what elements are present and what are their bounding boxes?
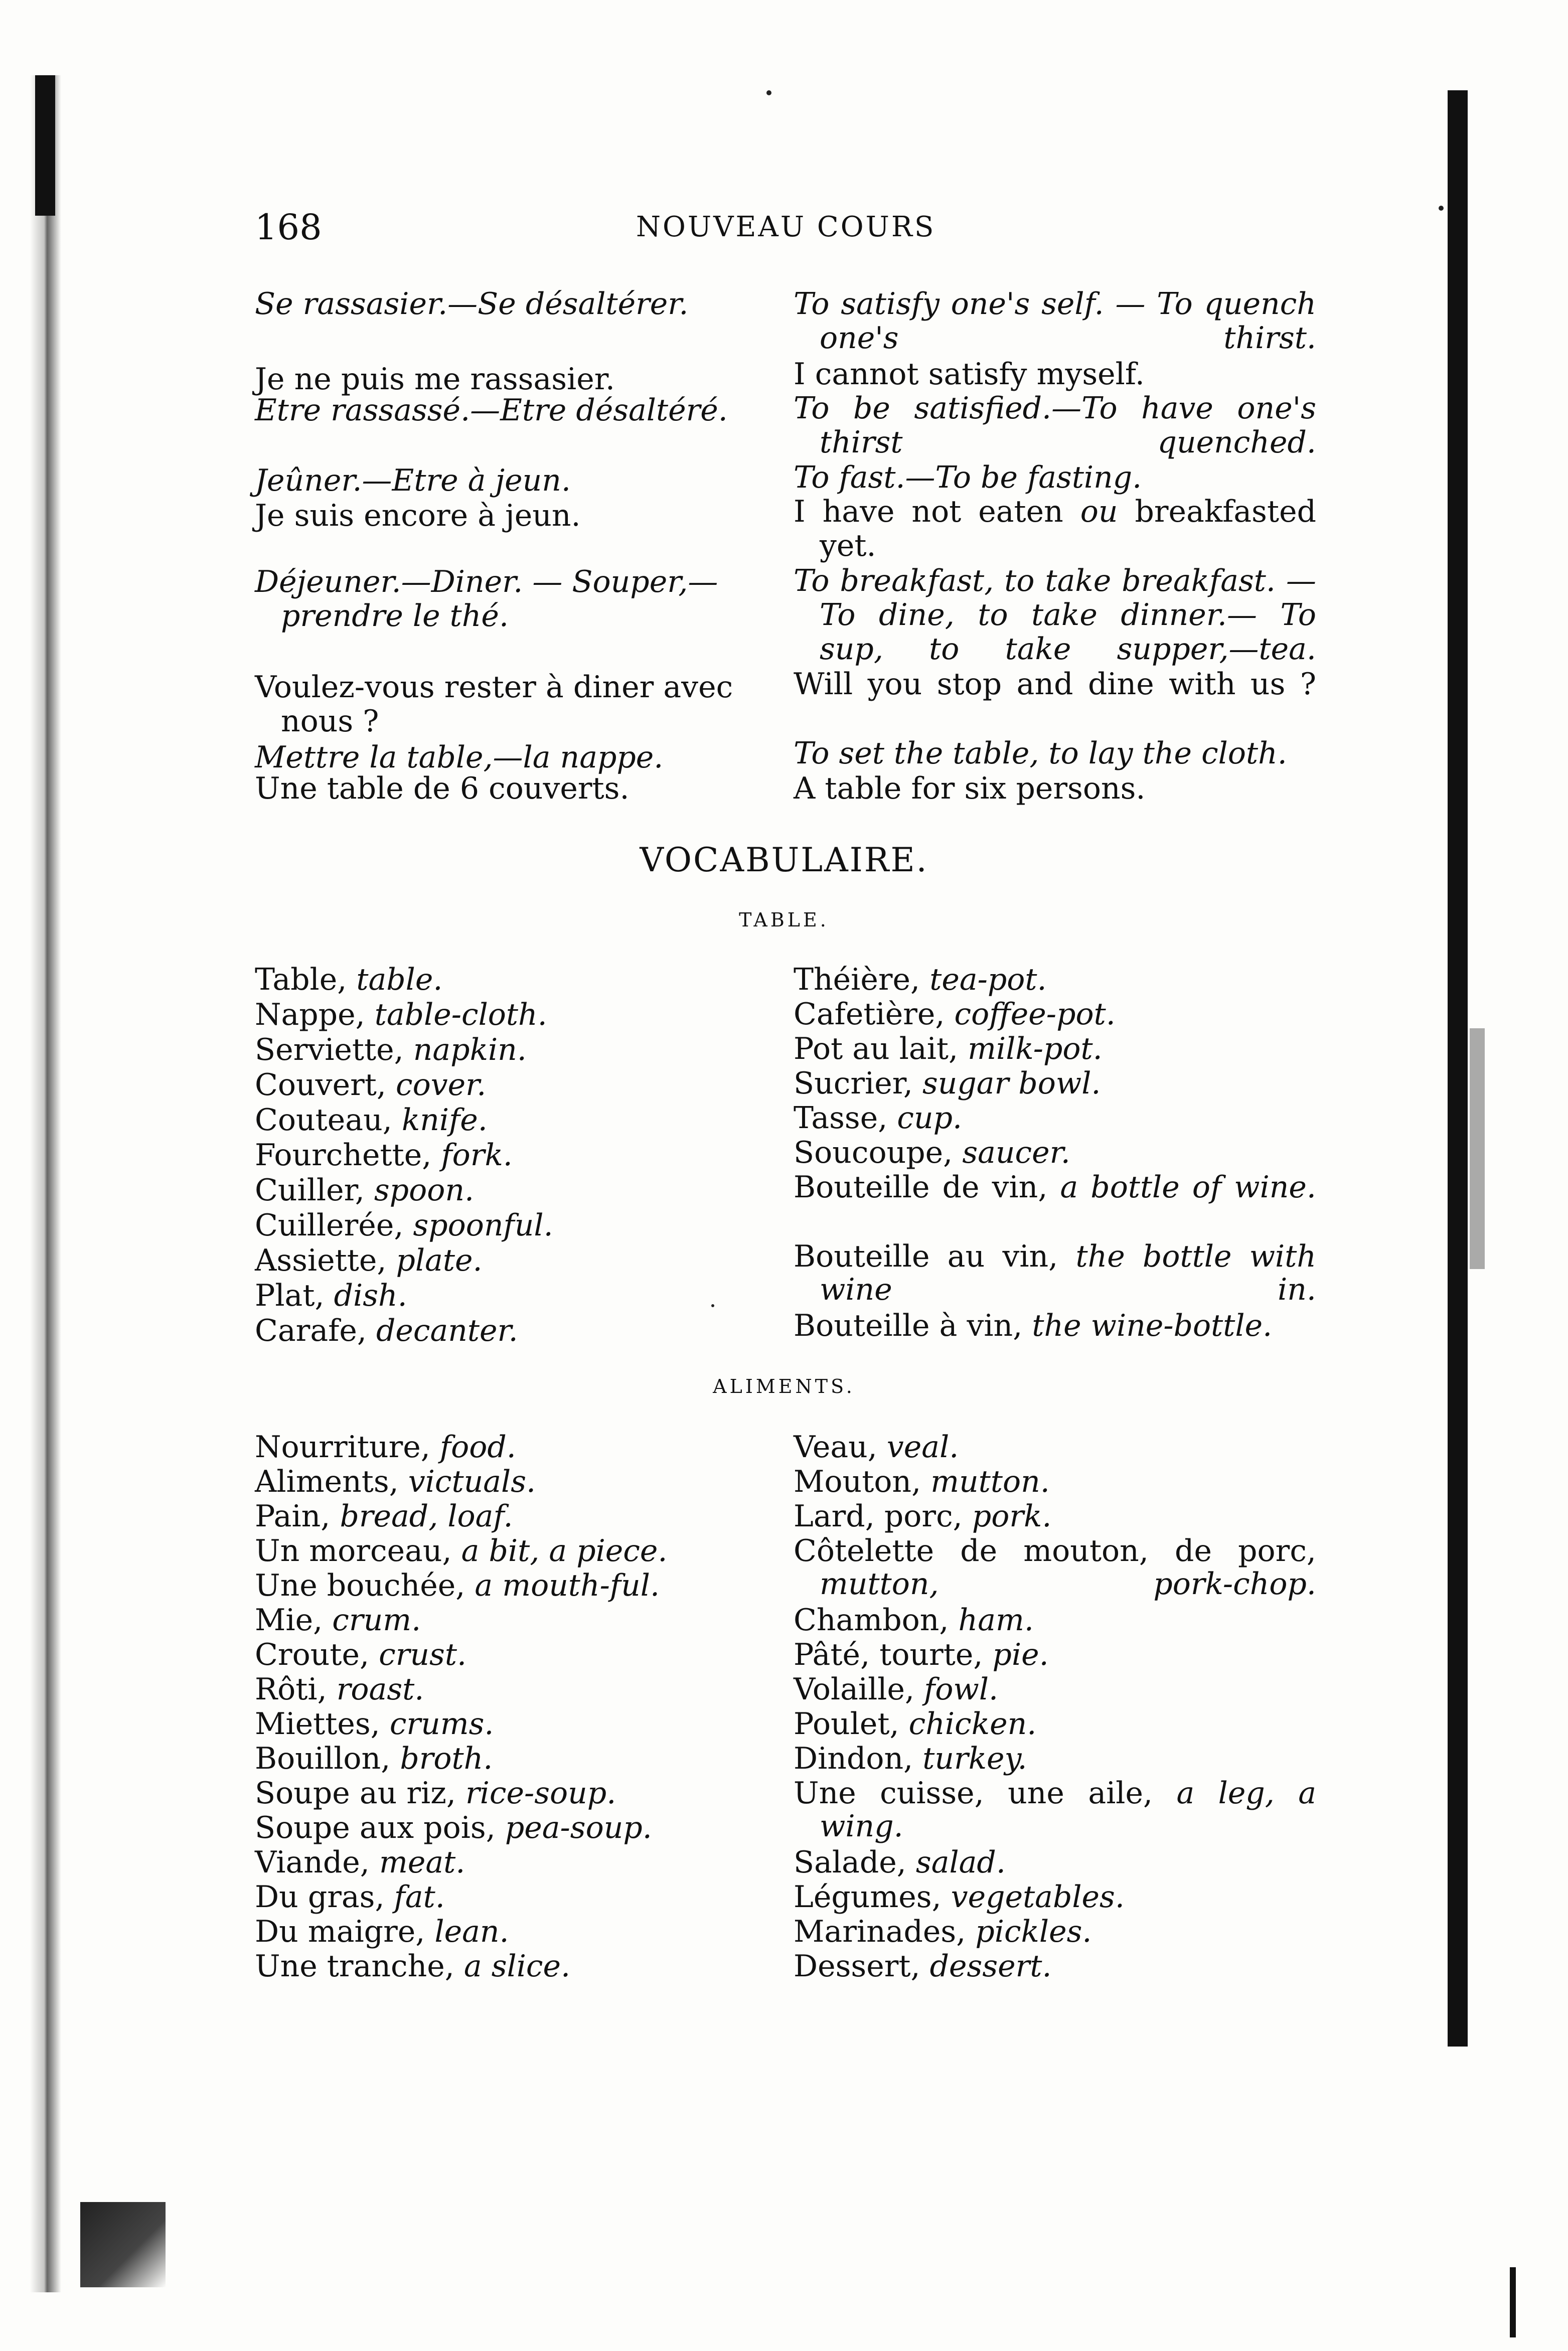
vocab-english: broth. <box>400 1741 493 1776</box>
vocab-english: fat. <box>394 1879 445 1915</box>
vocab-english: mutton. <box>930 1464 1050 1499</box>
vocab-french: Volaille, <box>794 1672 924 1707</box>
running-title: NOUVEAU COURS <box>636 211 936 243</box>
vocab-english: a leg, a wing. <box>820 1776 1316 1844</box>
vocab-french: Chambon, <box>794 1603 959 1638</box>
vocab-french: Du gras, <box>255 1879 394 1915</box>
vocab-french: Salade, <box>794 1845 916 1880</box>
phrase-text: Mettre la table,—la nappe. <box>255 740 664 775</box>
phrase-text: Jeûner.—Etre à jeun. <box>255 463 571 498</box>
vocab-english: tea-pot. <box>929 962 1047 997</box>
vocab-entry <box>794 1136 1316 1169</box>
vocab-english: crum. <box>332 1603 421 1638</box>
vocab-french: Marinades, <box>794 1914 976 1949</box>
vocab-entry <box>255 1742 782 1775</box>
vocab-english: crust. <box>379 1637 467 1672</box>
vocab-entry <box>794 1604 1316 1637</box>
phrase-text: Déjeuner.—Diner. — Souper,—prendre le thé. <box>255 564 718 634</box>
phrase-en <box>794 771 1316 806</box>
phrase-text: To satisfy one's self. — To quench one's thirst. <box>794 286 1316 356</box>
scan-speck <box>1439 206 1444 211</box>
phrase-text: To breakfast, to take breakfast. —To dine, to take dinner.— To sup, to take supper,—tea. <box>794 563 1316 667</box>
vocab-english: pea-soup. <box>505 1810 652 1845</box>
vocab-english: vegetables. <box>951 1879 1125 1915</box>
vocab-entry <box>255 1950 782 1983</box>
phrase-en <box>794 287 1316 355</box>
vocab-entry <box>255 1431 782 1464</box>
vocab-english: rice-soup. <box>465 1776 616 1811</box>
vocab-entry <box>255 998 782 1031</box>
vocab-french: Viande, <box>255 1845 379 1880</box>
vocab-french: Couteau, <box>255 1103 402 1138</box>
vocab-french: Légumes, <box>794 1879 951 1915</box>
vocab-english: cup. <box>897 1101 963 1136</box>
scan-spine-dark-top <box>35 75 55 216</box>
vocab-french: Poulet, <box>794 1706 909 1742</box>
phrase-fr <box>255 362 793 396</box>
vocab-french: Bouteille de vin, <box>794 1170 1060 1205</box>
vocab-french: Fourchette, <box>255 1138 441 1173</box>
scan-edge-mark <box>1510 2267 1516 2337</box>
vocab-entry <box>255 1638 782 1671</box>
vocab-entry <box>794 1950 1316 1983</box>
vocab-entry <box>255 1244 782 1277</box>
phrase-en <box>794 736 1316 770</box>
vocab-english: veal. <box>886 1430 959 1465</box>
vocab-french: Serviette, <box>255 1032 413 1067</box>
vocab-entry <box>794 1102 1316 1135</box>
phrase-text: To set the table, to lay the cloth. <box>794 736 1287 771</box>
phrase-text: Etre rassassé.—Etre désaltéré. <box>255 393 728 428</box>
vocab-french: Tasse, <box>794 1101 897 1136</box>
phrase-fr <box>255 670 793 738</box>
vocab-entry <box>794 1465 1316 1498</box>
vocabulary-title: VOCABULAIRE. <box>640 841 928 879</box>
phrase-text: ou <box>1080 494 1118 529</box>
vocab-english: a bit, a piece. <box>461 1533 668 1569</box>
vocab-french: Assiette, <box>255 1243 396 1278</box>
phrase-fr <box>255 740 793 774</box>
vocab-french: Couvert, <box>255 1067 396 1103</box>
vocab-entry <box>794 1673 1316 1706</box>
vocab-french: Table, <box>255 962 357 997</box>
vocab-french: Théière, <box>794 962 930 997</box>
phrase-text: Je suis encore à jeun. <box>255 498 581 533</box>
vocab-entry <box>255 1673 782 1706</box>
phrase-text: breakfasted yet. <box>820 494 1316 563</box>
phrase-text: To fast.—To be fasting. <box>794 460 1142 495</box>
vocab-entry <box>794 1171 1316 1204</box>
vocab-english: dish. <box>334 1278 407 1313</box>
vocab-english: a bottle of wine. <box>1060 1170 1316 1205</box>
vocab-french: Cuillerée, <box>255 1208 413 1243</box>
vocab-english: pie. <box>992 1637 1049 1672</box>
vocab-french: Mie, <box>255 1603 333 1638</box>
vocab-entry <box>794 1032 1316 1065</box>
vocab-english: lean. <box>434 1914 509 1949</box>
vocab-english: napkin. <box>413 1032 527 1067</box>
vocab-french: Cuiller, <box>255 1173 374 1208</box>
phrase-text: Se rassasier.—Se désaltérer. <box>255 286 689 322</box>
vocab-french: Un morceau, <box>255 1533 461 1569</box>
scan-corner-shadow <box>80 2202 166 2287</box>
vocab-french: Soupe au riz, <box>255 1776 465 1811</box>
vocab-english: knife. <box>401 1103 488 1138</box>
phrase-fr <box>255 287 793 321</box>
vocab-entry <box>794 998 1316 1031</box>
scan-page-edge <box>1448 90 1468 2047</box>
phrase-en <box>794 460 1316 495</box>
vocab-entry <box>794 1500 1316 1533</box>
vocab-french: Une tranche, <box>255 1949 464 1984</box>
vocab-french: Bouteille au vin, <box>794 1239 1076 1274</box>
vocab-english: sugar bowl. <box>922 1066 1101 1101</box>
vocab-french: Côtelette de mouton, de porc, <box>794 1533 1316 1569</box>
phrase-text: I have not eaten <box>794 494 1080 529</box>
vocab-entry <box>794 963 1316 996</box>
vocab-entry <box>255 1569 782 1602</box>
vocab-french: Mouton, <box>794 1464 931 1499</box>
vocab-english: turkey. <box>922 1741 1027 1776</box>
vocab-english: spoon. <box>374 1173 475 1208</box>
scan-speck <box>766 90 771 95</box>
vocab-entry <box>794 1309 1316 1342</box>
vocab-french: Pain, <box>255 1499 340 1534</box>
vocab-french: Lard, porc, <box>794 1499 972 1534</box>
vocab-french: Soupe aux pois, <box>255 1810 505 1845</box>
vocab-english: saucer. <box>962 1135 1070 1170</box>
vocab-french: Dessert, <box>794 1949 930 1984</box>
vocab-french: Miettes, <box>255 1706 390 1742</box>
vocab-entry <box>255 1139 782 1172</box>
vocab-french: Une bouchée, <box>255 1568 475 1603</box>
vocab-french: Pâté, tourte, <box>794 1637 993 1672</box>
vocab-english: a mouth-ful. <box>475 1568 660 1603</box>
vocab-english: a slice. <box>463 1949 571 1984</box>
vocab-entry <box>794 1777 1316 1843</box>
vocab-entry <box>794 1707 1316 1741</box>
vocab-english: bread, loaf. <box>340 1499 513 1534</box>
vocab-french: Nappe, <box>255 997 375 1032</box>
vocab-english: table-cloth. <box>374 997 547 1032</box>
phrase-en <box>794 391 1316 459</box>
vocab-entry <box>794 1534 1316 1601</box>
vocab-english: decanter. <box>376 1313 518 1348</box>
vocab-french: Pot au lait, <box>794 1031 968 1066</box>
vocab-english: chicken. <box>908 1706 1037 1742</box>
vocab-entry <box>255 1604 782 1637</box>
vocab-french: Croute, <box>255 1637 379 1672</box>
vocab-entry <box>794 1915 1316 1948</box>
vocab-english: spoonful. <box>413 1208 553 1243</box>
vocab-french: Bouteille à vin, <box>794 1308 1032 1343</box>
aliments-heading: ALIMENTS. <box>713 1375 855 1397</box>
phrase-text: Je ne puis me rassasier. <box>255 362 615 397</box>
vocab-entry <box>255 1500 782 1533</box>
phrase-text: A table for six persons. <box>794 771 1146 806</box>
vocab-english: coffee-pot. <box>954 997 1116 1032</box>
vocab-entry <box>255 1465 782 1498</box>
vocab-french: Soucoupe, <box>794 1135 963 1170</box>
vocab-french: Dindon, <box>794 1741 923 1776</box>
phrase-fr <box>255 393 793 427</box>
vocab-entry <box>255 963 782 996</box>
vocab-entry <box>794 1880 1316 1914</box>
vocab-entry <box>255 1209 782 1242</box>
vocab-english: mutton, pork-chop. <box>820 1566 1316 1602</box>
vocab-entry <box>255 1314 782 1347</box>
vocab-entry <box>255 1846 782 1879</box>
vocab-entry <box>255 1811 782 1844</box>
vocab-english: plate. <box>396 1243 483 1278</box>
vocab-french: Aliments, <box>255 1464 408 1499</box>
vocab-english: pork. <box>972 1499 1052 1534</box>
vocab-entry <box>255 1880 782 1914</box>
vocab-entry <box>255 1279 782 1312</box>
scan-edge-fray <box>1470 1028 1485 1269</box>
vocab-english: the bottle with wine in. <box>820 1239 1316 1307</box>
vocab-english: crums. <box>389 1706 494 1742</box>
page-number: 168 <box>255 207 322 248</box>
phrase-en <box>794 564 1316 666</box>
scan-spine-shadow <box>30 75 61 2292</box>
vocab-entry <box>255 1174 782 1207</box>
vocab-english: dessert. <box>929 1949 1052 1984</box>
vocab-english: pickles. <box>975 1914 1092 1949</box>
table-heading: TABLE. <box>739 909 829 931</box>
vocab-french: Nourriture, <box>255 1430 440 1465</box>
phrase-en <box>794 667 1316 701</box>
phrase-text: Une table de 6 couverts. <box>255 771 630 806</box>
vocab-english: cover. <box>396 1067 487 1103</box>
vocab-entry <box>794 1638 1316 1671</box>
vocab-french: Plat, <box>255 1278 334 1313</box>
phrase-fr <box>255 565 793 633</box>
phrase-text: To be satisfied.—To have one's thirst quenched. <box>794 391 1316 460</box>
vocab-entry <box>255 1104 782 1137</box>
vocab-entry <box>255 1068 782 1102</box>
phrase-fr <box>255 499 793 533</box>
vocab-french: Une cuisse, une aile, <box>794 1776 1177 1811</box>
vocab-english: meat. <box>379 1845 465 1880</box>
vocab-english: milk-pot. <box>968 1031 1103 1066</box>
phrase-text: Will you stop and dine with us ? <box>794 667 1316 702</box>
vocab-english: table. <box>356 962 443 997</box>
phrase-fr <box>255 463 793 498</box>
vocab-french: Veau, <box>794 1430 887 1465</box>
vocab-entry <box>794 1742 1316 1775</box>
vocab-french: Du maigre, <box>255 1914 435 1949</box>
phrase-text: I cannot satisfy myself. <box>794 357 1145 392</box>
phrase-en <box>794 495 1316 563</box>
vocab-english: food. <box>439 1430 516 1465</box>
vocab-french: Rôti, <box>255 1672 337 1707</box>
phrase-en <box>794 357 1316 391</box>
vocab-entry <box>255 1707 782 1741</box>
vocab-entry <box>255 1915 782 1948</box>
vocab-english: ham. <box>958 1603 1034 1638</box>
vocab-french: Carafe, <box>255 1313 376 1348</box>
page-header <box>255 207 1408 247</box>
vocab-english: fowl. <box>924 1672 999 1707</box>
vocab-english: salad. <box>915 1845 1006 1880</box>
vocab-english: roast. <box>336 1672 424 1707</box>
vocab-entry <box>255 1777 782 1810</box>
vocab-english: the wine-bottle. <box>1032 1308 1273 1343</box>
vocab-entry <box>255 1033 782 1066</box>
vocab-entry <box>794 1067 1316 1100</box>
vocab-french: Sucrier, <box>794 1066 922 1101</box>
vocab-english: fork. <box>441 1138 513 1173</box>
vocab-entry <box>794 1431 1316 1464</box>
vocab-entry <box>794 1240 1316 1306</box>
vocab-french: Cafetière, <box>794 997 955 1032</box>
vocab-entry <box>794 1846 1316 1879</box>
vocab-entry <box>255 1534 782 1568</box>
phrase-fr <box>255 771 793 806</box>
phrase-text: Voulez-vous rester à diner avec nous ? <box>255 670 733 739</box>
vocab-english: victuals. <box>408 1464 536 1499</box>
vocab-french: Bouillon, <box>255 1741 400 1776</box>
